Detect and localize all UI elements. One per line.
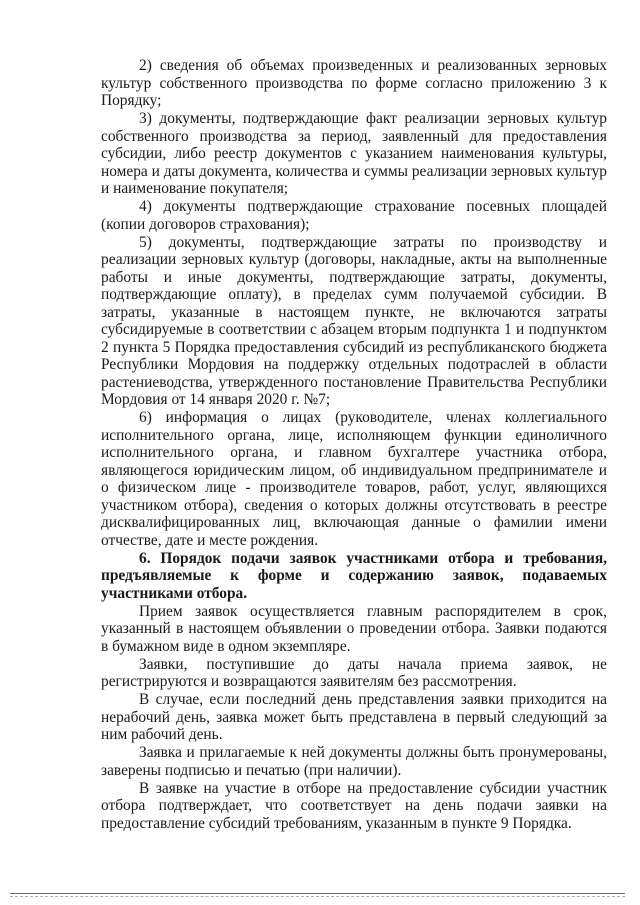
section-paragraph: Прием заявок осуществляется главным распорядителем в срок, указанный в настоящем объявлении о проведении отбора. Заявки подаются в бумажном виде в одном экземпляре. [101, 602, 607, 655]
document-body [101, 57, 607, 833]
section-paragraph: В заявке на участие в отборе на предоставление субсидии участник отбора подтверждает, что соответствует на день подачи заявки на предоставление субсидий требованиям, указанным в пункте 9 Порядка. [101, 779, 607, 832]
list-item-4: 4) документы подтверждающие страхование посевных площадей (копии договоров страхования); [101, 198, 607, 233]
list-item-2: 2) сведения об объемах произведенных и реализованных зерновых культур собственного производства по форме согласно приложению 3 к Порядку; [101, 57, 607, 109]
section-paragraph: Заявка и прилагаемые к ней документы должны быть пронумерованы, заверены подписью и печатью (при наличии). [101, 744, 607, 779]
footer-divider-secondary [10, 896, 625, 897]
list-item-3: 3) документы, подтверждающие факт реализации зерновых культур собственного производства за период, заявленный для предоставления субсидии, либо реестр документов с указанием наименования культуры, номера и даты документа, количества и суммы реализации зерновых культур и наименование покупателя; [101, 110, 607, 197]
section-paragraph: В случае, если последний день представления заявки приходится на нерабочий день, заявка может быть представлена в первый следующий за ним рабочий день. [101, 691, 607, 743]
section-heading: 6. Порядок подачи заявок участниками отбора и требования, предъявляемые к форме и содержанию заявок, подаваемых участниками отбора. [101, 549, 607, 602]
list-item-6: 6) информация о лицах (руководителе, членах коллегиального исполнительного органа, лице, исполняющем функции единоличного исполнительного органа, и главном бухгалтере участника отбора, являющегося юридическим лицом, об индивидуальном предпринимателе и о физическом лице - производителе товаров, работ, услуг, являющихся участником отбора), сведения о которых должны отсутствовать в реестре дисквалифицированных лиц, включающая данные о фамилии имени отчестве, дате и месте рождения. [101, 409, 607, 549]
list-item-5: 5) документы, подтверждающие затраты по производству и реализации зерновых культур (договоры, накладные, акты на выполненные работы и иные документы, подтверждающие затраты, документы, подтверждающие оплату), в пределах сумм получаемой субсидии. В затраты, указанные в настоящем пункте, не включаются затраты субсидируемые в соответствии с абзацем вторым подпункта 1 и подпунктом 2 пункта 5 Порядка предоставления субсидий из республиканского бюджета Республики Мордовия на поддержку отдельных подотраслей в области растениеводства, утвержденного постановление Правительства Республики Мордовия от 14 января 2020 г. №7; [101, 233, 607, 408]
section-paragraph: Заявки, поступившие до даты начала приема заявок, не регистрируются и возвращаются заявителям без рассмотрения. [101, 655, 607, 690]
footer-divider [10, 893, 625, 894]
